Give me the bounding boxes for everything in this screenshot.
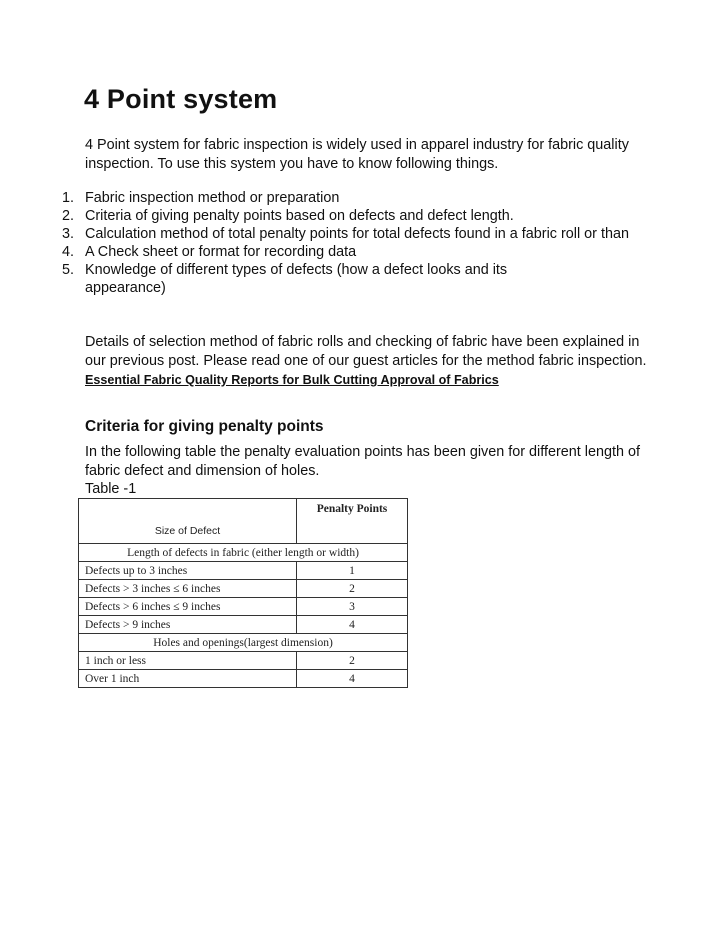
criteria-heading: Criteria for giving penalty points — [85, 418, 324, 435]
list-text: Criteria of giving penalty points based on defects and defect length. — [85, 208, 514, 224]
defect-size-cell: Defects > 3 inches ≤ 6 inches — [79, 580, 297, 598]
points-cell: 2 — [297, 652, 408, 670]
defect-size-cell: Over 1 inch — [79, 670, 297, 688]
list-item — [62, 207, 662, 225]
list-number: 3. — [62, 226, 75, 242]
table-row — [79, 652, 408, 670]
list-item — [62, 243, 662, 261]
article-link[interactable]: Essential Fabric Quality Reports for Bulk Cutting Approval of Fabrics — [85, 373, 499, 387]
list-text: Fabric inspection method or preparation — [85, 190, 340, 206]
list-item — [62, 261, 555, 297]
penalty-points-table — [78, 498, 408, 688]
page-title: 4 Point system — [84, 84, 278, 114]
table-header-row — [79, 499, 408, 544]
list-number: 5. — [62, 262, 75, 278]
table-row — [79, 598, 408, 616]
list-text: A Check sheet or format for recording data — [85, 244, 357, 260]
intro-paragraph: 4 Point system for fabric inspection is widely used in apparel industry for fabric quality inspection. To use this system you have to know following things. — [85, 137, 629, 172]
points-cell: 3 — [297, 598, 408, 616]
table-section-row — [79, 544, 408, 562]
list-text: Knowledge of different types of defects (how a defect looks and its appearance) — [85, 262, 508, 296]
defect-size-cell: Defects > 6 inches ≤ 9 inches — [79, 598, 297, 616]
points-cell: 4 — [297, 670, 408, 688]
list-item — [62, 189, 662, 207]
list-number: 2. — [62, 208, 75, 224]
table-intro-paragraph: In the following table the penalty evaluation points has been given for different length of fabric defect and dimension of holes. — [85, 444, 640, 479]
table-row — [79, 562, 408, 580]
table-row — [79, 580, 408, 598]
length-section-label: Length of defects in fabric (either length or width) — [79, 544, 408, 562]
defect-size-cell: Defects > 9 inches — [79, 616, 297, 634]
details-text: Details of selection method of fabric rolls and checking of fabric have been explained in our previous post. Please read one of our guest articles for the method fabric inspection. — [85, 334, 647, 369]
table-row — [79, 616, 408, 634]
table-section-row — [79, 634, 408, 652]
list-text: Calculation method of total penalty points for total defects found in a fabric roll or than — [85, 226, 629, 242]
points-cell: 1 — [297, 562, 408, 580]
details-paragraph — [85, 333, 655, 390]
requirements-list — [62, 189, 662, 297]
penalty-points-header: Penalty Points — [297, 499, 408, 544]
size-of-defect-header: Size of Defect — [79, 499, 297, 544]
defect-size-cell: 1 inch or less — [79, 652, 297, 670]
table-caption: Table -1 — [85, 481, 137, 497]
list-number: 1. — [62, 190, 75, 206]
table-row — [79, 670, 408, 688]
defect-size-cell: Defects up to 3 inches — [79, 562, 297, 580]
points-cell: 2 — [297, 580, 408, 598]
list-number: 4. — [62, 244, 75, 260]
holes-section-label: Holes and openings(largest dimension) — [79, 634, 408, 652]
points-cell: 4 — [297, 616, 408, 634]
list-item — [62, 225, 662, 243]
